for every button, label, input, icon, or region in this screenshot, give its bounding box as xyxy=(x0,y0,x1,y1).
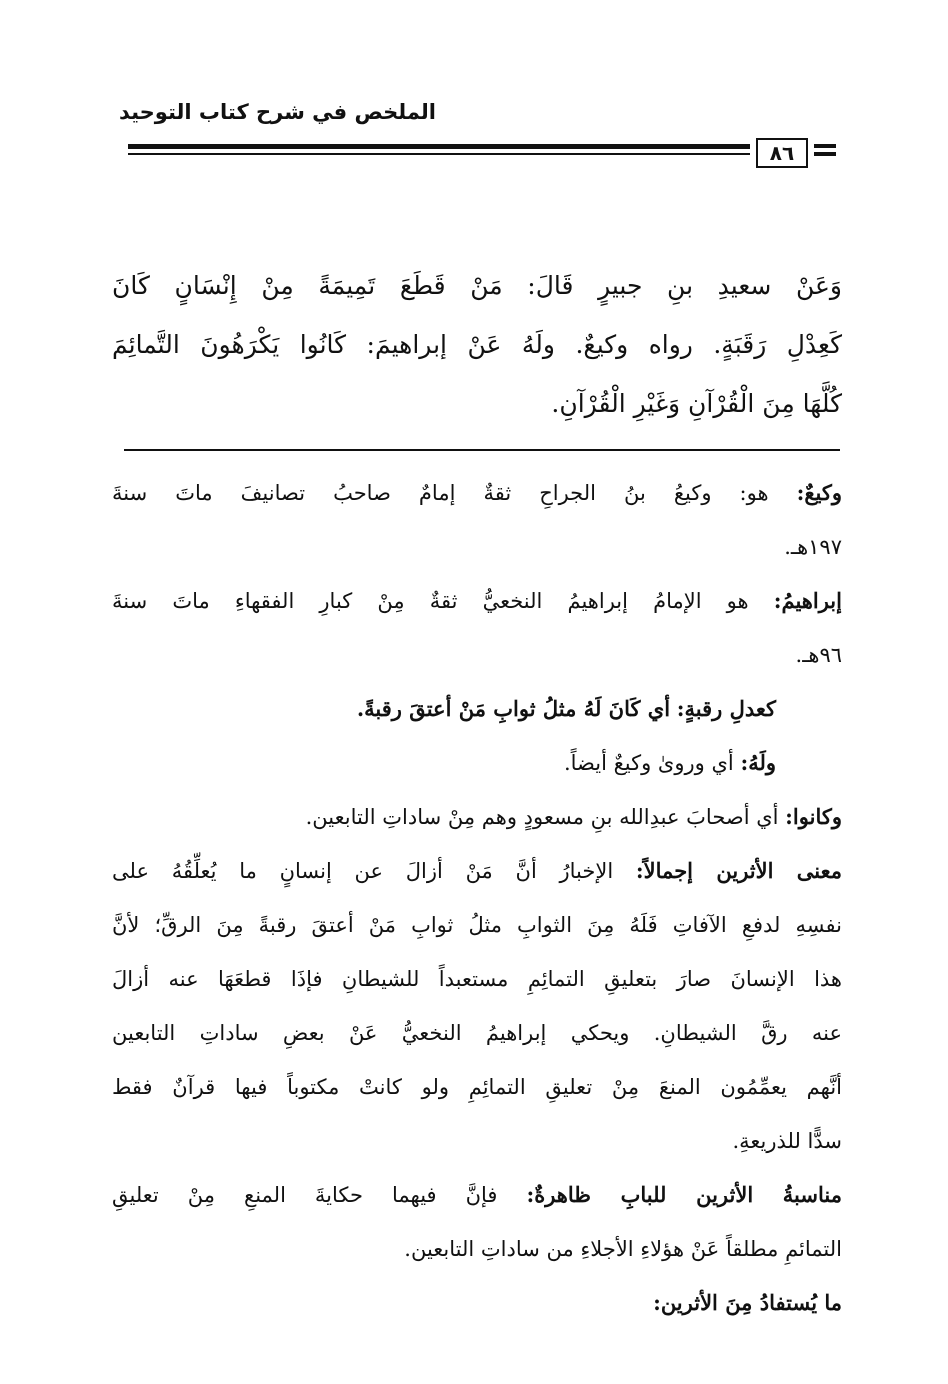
note-meaning-line-5: أنَّهم يعمِّمُون المنعَ مِنْ تعليقِ التمائِمِ ولو كانتْ مكتوباً فيها قرآنٌ فقط xyxy=(112,1075,842,1099)
note-walahu xyxy=(112,736,842,790)
commentary xyxy=(112,466,842,1330)
main-text-line-2: كَعِدْلِ رَقَبَةٍ. رواه وكيعٌ. ولَهُ عَنْ إبراهيمَ: كَانُوا يَكْرَهُونَ التَّمائِمَ xyxy=(112,330,842,359)
note-ibrahim-line-2: ٩٦هـ. xyxy=(795,643,842,667)
header-rule-thick xyxy=(128,144,750,149)
main-text xyxy=(112,256,842,433)
note-waki-line-1 xyxy=(112,466,842,520)
note-relevance-line-2: التمائمِ مطلقاً عَنْ هؤلاءِ الأجلاءِ من ساداتِ التابعين. xyxy=(404,1237,842,1261)
note-meaning-line-6: سدًّا للذريعةِ. xyxy=(732,1129,842,1153)
note-term-ibrahim: إبراهيمُ: xyxy=(773,588,842,613)
running-header-title: الملخص في شرح كتاب التوحيد xyxy=(118,100,436,124)
note-kaidl xyxy=(112,682,842,736)
note-text-walahu: أي وروىٰ وكيعٌ أيضاً. xyxy=(563,751,734,775)
header-rule-right-bottom xyxy=(814,152,836,156)
header-rule-thin xyxy=(128,153,750,155)
main-text-line-1: وَعَنْ سعيدِ بنِ جبيرٍ قَالَ: مَنْ قَطَعَ تَمِيمَةً مِنْ إِنْسَانٍ كَانَ xyxy=(112,271,842,300)
note-waki-line-2: ١٩٧هـ. xyxy=(784,535,842,559)
note-text-kaidl: أي كَانَ لَهُ مثلُ ثوابِ مَنْ أعتقَ رقبةً. xyxy=(356,696,671,721)
note-meaning-line-2: نفسِهِ لدفعِ الآفاتِ فَلَهُ مِنَ الثوابِ مثلُ ثوابِ مَنْ أعتقَ رقبةً مِنَ الرقِّ؛ لأنَّ xyxy=(112,913,842,937)
note-meaning-line-4: عنه رقَّ الشيطانِ. ويحكي إبراهيمُ النخعيُّ عَنْ بعضِ ساداتِ التابعين xyxy=(112,1021,842,1045)
note-meaning-line-3: هذا الإنسانَ صارَ بتعليقِ التمائِمِ مستعبداً للشيطانِ فإذَا قطعَهَا عنه أزالَ xyxy=(112,967,842,991)
note-text-ibrahim: هو الإمامُ إبراهيمُ النخعيُّ ثقةٌ مِنْ كبارِ الفقهاءِ ماتَ سنةَ xyxy=(112,589,749,613)
header-rule-right-top xyxy=(814,144,836,148)
page-number: ٨٦ xyxy=(756,138,808,168)
note-term-meaning: معنى الأثرين إجمالاً: xyxy=(635,858,843,883)
note-text-waki: هو: وكيعُ بنُ الجراحِ ثقةٌ إمامٌ صاحبُ تصانيفَ ماتَ سنةَ xyxy=(112,481,769,505)
note-term-walahu: ولَهُ: xyxy=(740,750,776,775)
note-term-relevance: مناسبةُ الأثرين للبابِ ظاهرةٌ: xyxy=(526,1182,842,1207)
benefits-heading: ما يُستفادُ مِنَ الأثرين: xyxy=(653,1290,842,1315)
note-text-meaning-1: الإخبارُ أنَّ مَنْ أزالَ عن إنسانٍ ما يُعلِّقُهُ على xyxy=(112,859,614,883)
main-text-line-3: كُلَّهَا مِنَ الْقُرْآنِ وَغَيْرِ الْقُرْآنِ. xyxy=(551,389,842,418)
note-text-kanu: أي أصحابَ عبدِالله بنِ مسعودٍ وهم مِنْ ساداتِ التابعين. xyxy=(305,805,779,829)
note-ibrahim-line-1 xyxy=(112,574,842,628)
note-term-kanu: وكانوا: xyxy=(785,804,842,829)
note-term-waki: وكيعٌ: xyxy=(796,480,842,505)
section-divider xyxy=(124,449,840,451)
note-text-relevance-1: فإنَّ فيهما حكايةَ المنعِ مِنْ تعليقِ xyxy=(112,1183,498,1207)
note-kanu xyxy=(112,790,842,844)
note-relevance-line-1 xyxy=(112,1168,842,1222)
note-meaning-line-1 xyxy=(112,844,842,898)
note-term-kaidl: كعدلِ رقبةٍ: xyxy=(676,696,776,721)
